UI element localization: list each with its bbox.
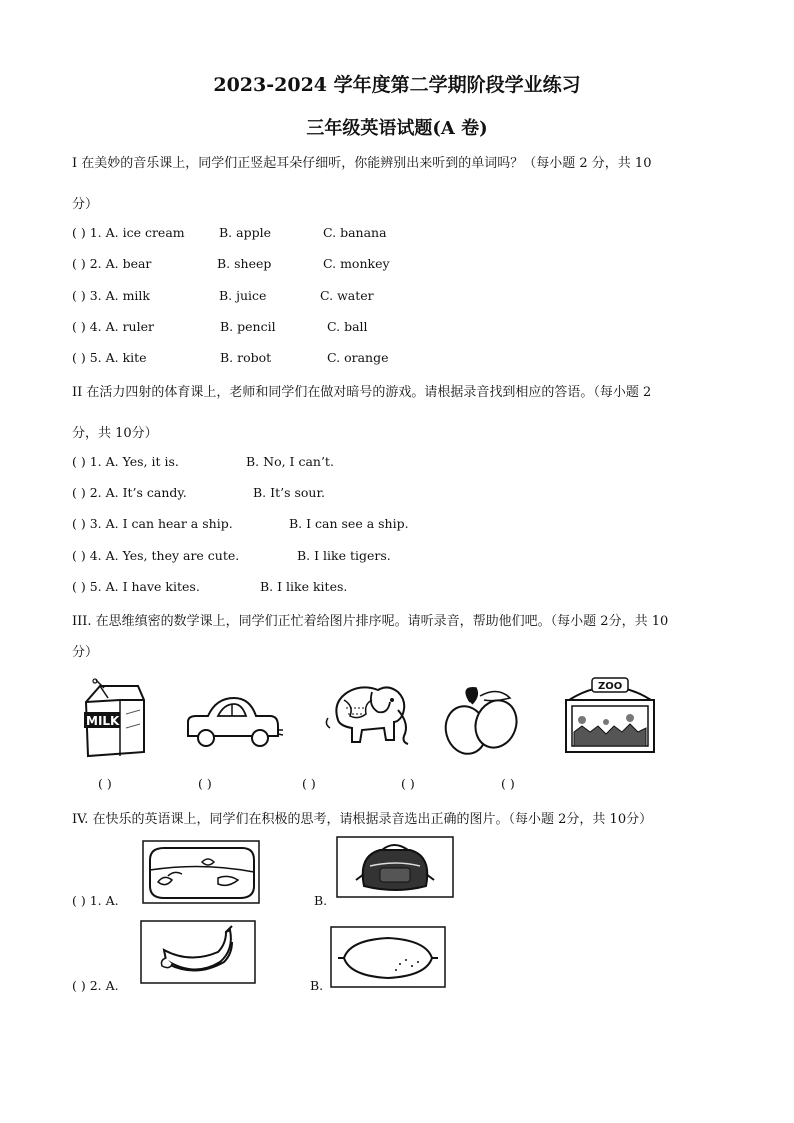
backpack-image <box>336 836 454 898</box>
page-title: 2023-2024 学年度第二学期阶段学业练习 <box>213 74 581 96</box>
section1-instruction-cont: 分） <box>72 197 99 212</box>
elephant-image <box>322 680 412 752</box>
s2-q1-prefix: ( ) 1. A. Yes, it is. <box>72 454 179 469</box>
s1-q3-c: C. water <box>320 288 374 303</box>
s1-q4-prefix: ( ) 4. A. ruler <box>72 319 154 334</box>
s1-q1-c: C. banana <box>323 225 387 240</box>
s1-q1-b: B. apple <box>219 225 271 240</box>
s3-blank-milk[interactable]: ( ) <box>98 776 112 791</box>
page-subtitle: 三年级英语试题(A 卷) <box>306 118 488 139</box>
s2-q2-prefix: ( ) 2. A. It’s candy. <box>72 485 187 500</box>
s4-q1-b: B. <box>314 893 328 908</box>
section2-instruction: II 在活力四射的体育课上，老师和同学们在做对暗号的游戏。请根据录音找到相应的答语。（每小题 2 <box>72 385 652 400</box>
s1-q3-prefix: ( ) 3. A. milk <box>72 288 150 303</box>
s1-q5-c: C. orange <box>327 350 389 365</box>
s1-q5-b: B. robot <box>220 350 272 365</box>
s3-blank-lemons[interactable]: ( ) <box>401 776 415 791</box>
section4-instruction: IV. 在快乐的英语课上，同学们在积极的思考，请根据录音选出正确的图片。（每小题 2分，共 10分） <box>72 812 653 827</box>
s1-q3-b: B. juice <box>219 288 267 303</box>
s1-q2-c: C. monkey <box>323 256 390 271</box>
s4-q2-b: B. <box>310 978 324 993</box>
s2-q1-b: B. No, I can’t. <box>246 454 334 469</box>
milk-carton-image <box>78 678 150 760</box>
s2-q3-prefix: ( ) 3. A. I can hear a ship. <box>72 516 233 531</box>
pencil-case-image <box>142 840 260 904</box>
s4-q2-prefix: ( ) 2. A. <box>72 978 119 993</box>
s2-q5-b: B. I like kites. <box>260 579 348 594</box>
s2-q3-b: B. I can see a ship. <box>289 516 409 531</box>
s1-q4-b: B. pencil <box>220 319 276 334</box>
s4-q1-prefix: ( ) 1. A. <box>72 893 119 908</box>
section3-instruction: III. 在思维缜密的数学课上，同学们正忙着给图片排序呢。请听录音，帮助他们吧。（每小题 2分，共 10 <box>72 614 669 629</box>
s3-blank-elephant[interactable]: ( ) <box>302 776 316 791</box>
s1-q5-prefix: ( ) 5. A. kite <box>72 350 147 365</box>
section1-instruction: I 在美妙的音乐课上，同学们正竖起耳朵仔细听，你能辨别出来听到的单词吗？（每小题 2 分，共 10 <box>72 156 652 171</box>
s1-q4-c: C. ball <box>327 319 368 334</box>
lemon-image <box>330 926 446 988</box>
lemons-image <box>440 684 520 758</box>
s2-q4-prefix: ( ) 4. A. Yes, they are cute. <box>72 548 240 563</box>
s2-q2-b: B. It’s sour. <box>253 485 326 500</box>
s3-blank-car[interactable]: ( ) <box>198 776 212 791</box>
s3-blank-zoo[interactable]: ( ) <box>501 776 515 791</box>
s1-q2-b: B. sheep <box>217 256 272 271</box>
zoo-label: ZOO <box>598 681 623 692</box>
s1-q2-prefix: ( ) 2. A. bear <box>72 256 152 271</box>
car-image <box>182 690 284 752</box>
s2-q4-b: B. I like tigers. <box>297 548 391 563</box>
bananas-image <box>140 920 256 984</box>
zoo-image <box>562 676 658 754</box>
milk-label: MILK <box>86 714 120 728</box>
s2-q5-prefix: ( ) 5. A. I have kites. <box>72 579 200 594</box>
section3-instruction-cont: 分） <box>72 645 99 660</box>
section2-instruction-cont: 分，共 10分） <box>72 426 158 441</box>
s1-q1-prefix: ( ) 1. A. ice cream <box>72 225 185 240</box>
